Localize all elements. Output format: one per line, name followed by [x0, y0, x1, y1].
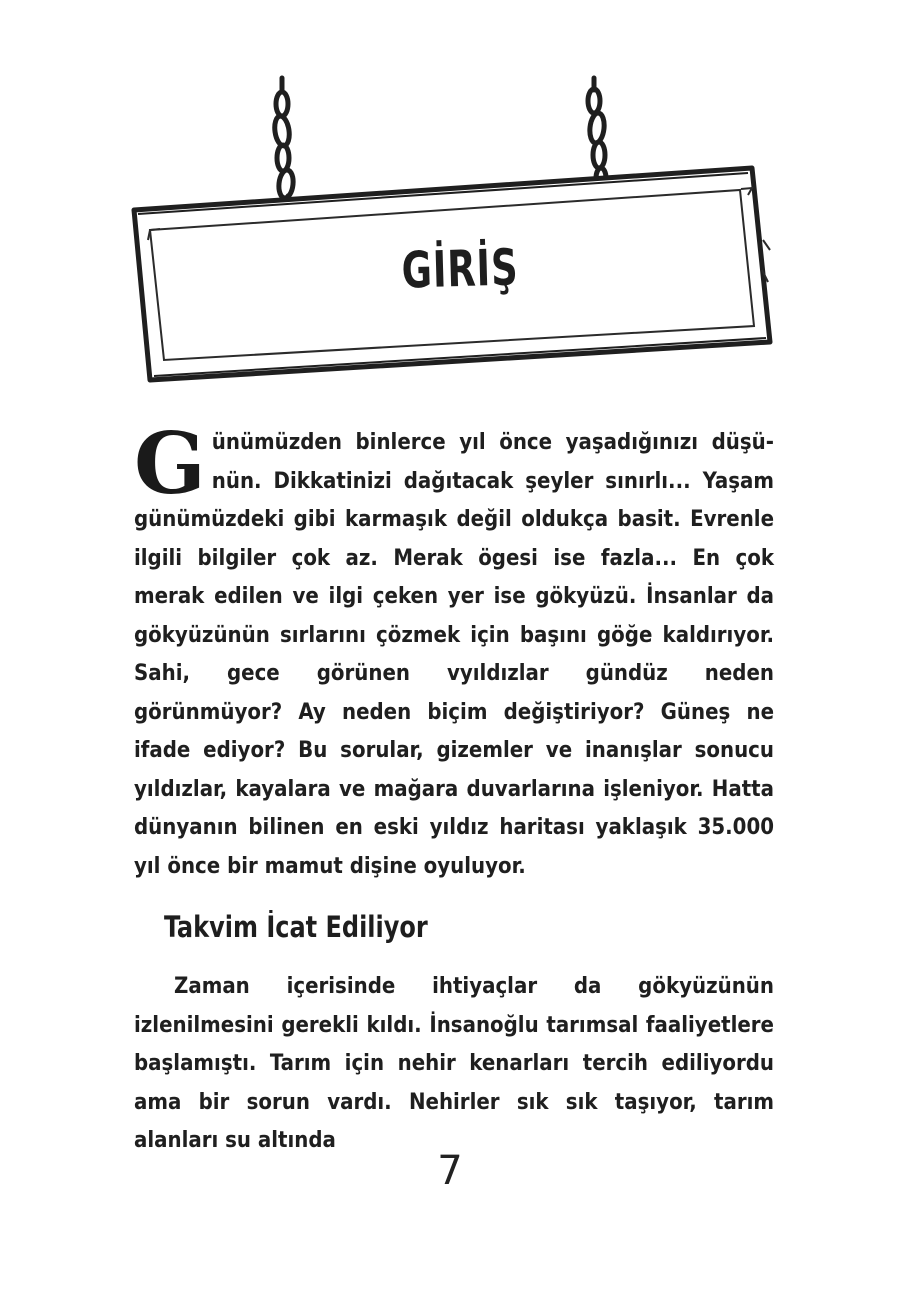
chapter-title: GİRİŞ	[400, 238, 520, 300]
section-paragraph: Zaman içerisinde ihtiyaçlar da gökyüzünün izlenilmesini gerekli kıldı. İnsanoğlu tarımsal faaliyetlere başlamıştı. Tarım için nehir kenarları tercih ediliyordu ama bir sorun vardı. Nehirler sık sık taşıyor, tarım alanları su altında	[134, 974, 774, 1153]
intro-paragraph	[134, 414, 774, 886]
page-number: 7	[437, 1148, 463, 1194]
section-heading: Takvim İcat Ediliyor	[164, 910, 428, 944]
hanging-sign-illustration	[0, 0, 900, 420]
drop-cap: G	[134, 414, 206, 513]
intro-paragraph-text: ünümüzden binlerce yıl önce yaşadığınızı düşünün. Dikkatinizi dağıtacak şeyler sınırlı... Yaşam günümüzdeki gibi karmaşık değil oldukça basit. Evrenle ilgili bilgiler çok az. Merak ögesi ise fazla... En çok merak edilen ve ilgi çeken yer ise gökyüzü. İnsanlar da gökyüzünün sırlarını çözmek için başını göğe kaldırıyor. Sahi, gece görünen vyıldızlar gündüz neden görünmüyor? Ay neden biçim değiştiriyor? Güneş ne ifade ediyor? Bu sorular, gizemler ve inanışlar sonucu yıldızlar, kayalara ve mağara duvarlarına işleniyor. Hatta dünyanın bilinen en eski yıldız haritası yaklaşık 35.000 yıl önce bir mamut dişine oyuluyor.	[134, 430, 774, 879]
